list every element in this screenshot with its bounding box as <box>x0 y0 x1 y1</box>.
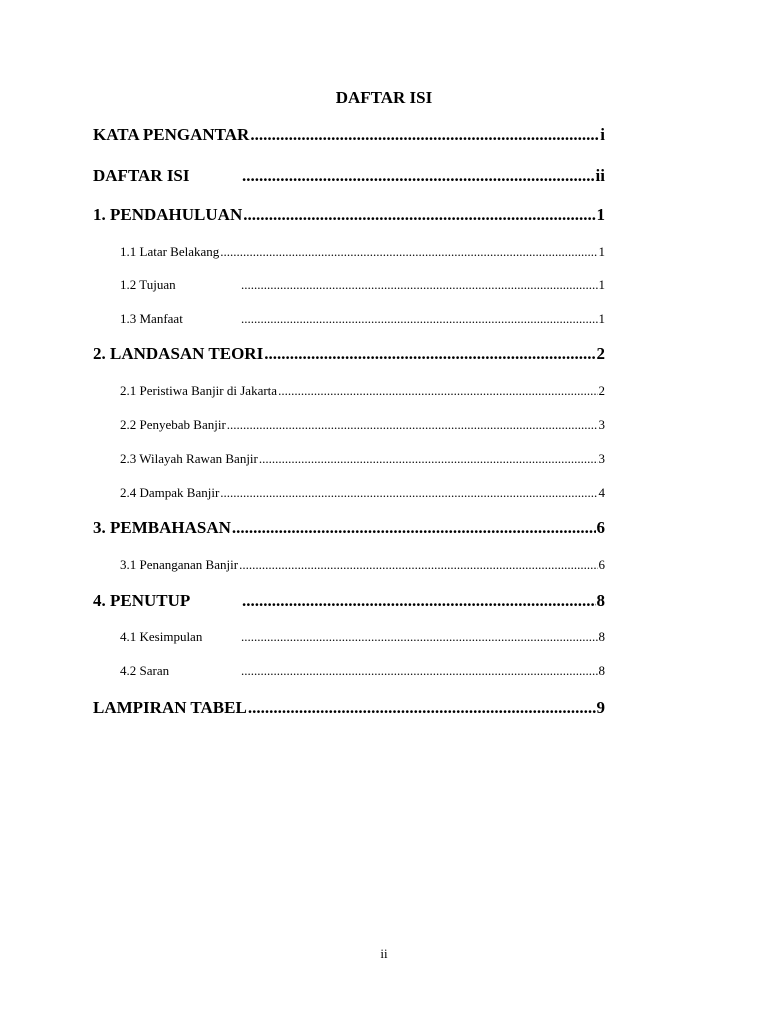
toc-page-number: 1 <box>596 205 605 224</box>
toc-entry-label: 4.1 Kesimpulan <box>120 629 203 644</box>
toc-entry-label: 3. PEMBAHASAN <box>93 518 231 537</box>
toc-dot-leader <box>241 277 598 293</box>
toc-dot-leader <box>250 125 599 145</box>
toc-entry-label: 2. LANDASAN TEORI <box>93 344 264 363</box>
toc-dot-leader <box>241 663 598 679</box>
toc-page-number: 1 <box>598 244 605 259</box>
toc-entry-label: DAFTAR ISI <box>93 166 190 185</box>
toc-dot-leader <box>220 244 597 260</box>
toc-entry-label: 2.4 Dampak Banjir <box>120 485 220 500</box>
toc-dot-leader <box>241 311 598 327</box>
toc-dot-leader <box>248 698 596 718</box>
toc-entry-daftar-isi[interactable] <box>93 166 605 186</box>
toc-entry-dampak-banjir[interactable] <box>120 485 605 501</box>
toc-entry-kata-pengantar[interactable] <box>93 125 605 145</box>
toc-dot-leader <box>239 557 597 573</box>
toc-entry-latar-belakang[interactable] <box>120 244 605 260</box>
toc-entry-peristiwa-banjir[interactable] <box>120 383 605 399</box>
toc-page-number: 8 <box>598 663 605 678</box>
toc-entry-label: 2.2 Penyebab Banjir <box>120 417 226 432</box>
toc-entry-label: 1. PENDAHULUAN <box>93 205 243 224</box>
toc-entry-pembahasan[interactable] <box>93 518 605 538</box>
toc-entry-saran[interactable] <box>120 663 605 679</box>
toc-page-number: i <box>600 125 605 144</box>
toc-entry-pendahuluan[interactable] <box>93 205 605 225</box>
toc-entry-label: 2.3 Wilayah Rawan Banjir <box>120 451 258 466</box>
toc-entry-label: LAMPIRAN TABEL <box>93 698 247 717</box>
toc-page-number: 8 <box>596 591 605 610</box>
toc-dot-leader <box>232 518 596 538</box>
toc-dot-leader <box>241 629 598 645</box>
toc-entry-manfaat[interactable] <box>120 311 605 327</box>
toc-dot-leader <box>264 344 595 364</box>
toc-page-number: 8 <box>598 629 605 644</box>
page-title: DAFTAR ISI <box>335 88 433 107</box>
toc-entry-label: 2.1 Peristiwa Banjir di Jakarta <box>120 383 278 398</box>
toc-page-number: 3 <box>598 451 605 466</box>
toc-dot-leader <box>259 451 598 467</box>
toc-dot-leader <box>242 591 596 611</box>
toc-page-number: 4 <box>598 485 605 500</box>
toc-page-number: 9 <box>596 698 605 717</box>
toc-entry-lampiran-tabel[interactable] <box>93 698 605 718</box>
toc-page-number: 1 <box>598 277 605 292</box>
toc-page-number: 3 <box>598 417 605 432</box>
toc-entry-kesimpulan[interactable] <box>120 629 605 645</box>
toc-entry-penutup[interactable] <box>93 591 605 611</box>
toc-page-number: 1 <box>598 311 605 326</box>
toc-entry-label: 3.1 Penanganan Banjir <box>120 557 239 572</box>
toc-entry-wilayah-rawan-banjir[interactable] <box>120 451 605 467</box>
toc-page-number: ii <box>595 166 605 185</box>
toc-dot-leader <box>220 485 597 501</box>
toc-entry-label: 1.2 Tujuan <box>120 277 176 292</box>
toc-entry-label: 4.2 Saran <box>120 663 170 678</box>
toc-entry-tujuan[interactable] <box>120 277 605 293</box>
toc-page-number: 6 <box>596 518 605 537</box>
toc-entry-landasan-teori[interactable] <box>93 344 605 364</box>
toc-dot-leader <box>278 383 597 399</box>
toc-entry-label: 4. PENUTUP <box>93 591 191 610</box>
toc-page-number: 6 <box>598 557 605 572</box>
toc-entry-penyebab-banjir[interactable] <box>120 417 605 433</box>
toc-entry-label: 1.3 Manfaat <box>120 311 183 326</box>
toc-entry-penanganan-banjir[interactable] <box>120 557 605 573</box>
toc-entry-label: KATA PENGANTAR <box>93 125 250 144</box>
toc-entry-label: 1.1 Latar Belakang <box>120 244 220 259</box>
toc-dot-leader <box>243 205 595 225</box>
toc-page-number: 2 <box>596 344 605 363</box>
toc-page-number: 2 <box>598 383 605 398</box>
footer-page-number: ii <box>380 946 388 961</box>
toc-dot-leader <box>242 166 595 186</box>
toc-dot-leader <box>227 417 598 433</box>
